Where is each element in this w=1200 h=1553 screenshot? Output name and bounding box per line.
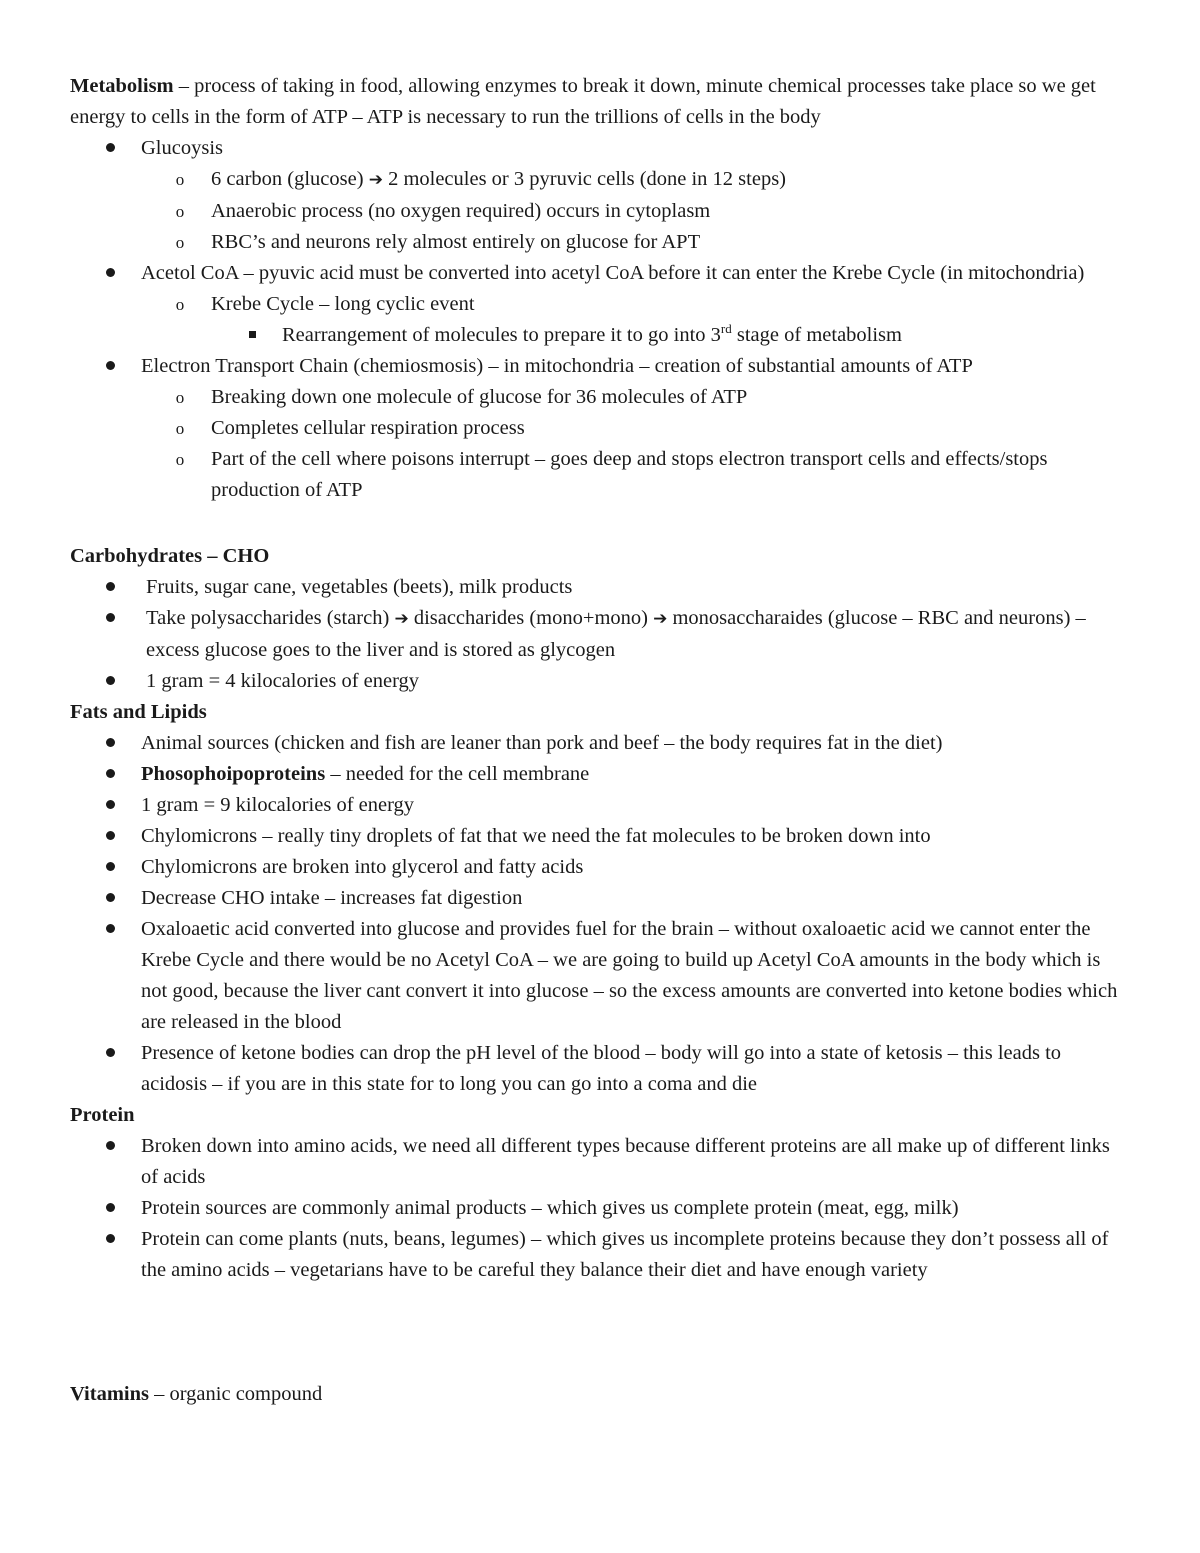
vitamins-heading: Vitamins <box>70 1383 149 1405</box>
list-item: Acetol CoA – pyuvic acid must be converted into acetyl CoA before it can enter the Krebe Cycle (in mitochondria) <box>70 258 1130 289</box>
circle-bullet-icon: o <box>175 170 185 189</box>
list-item: o Anaerobic process (no oxygen required) occurs in cytoplasm <box>70 196 1130 227</box>
list-item: Oxaloaetic acid converted into glucose and provides fuel for the brain – without oxaloaetic acid we cannot enter the Krebe Cycle and there would be no Acetyl CoA – we are going to build up Acetyl CoA amounts in the body which is not good, because the liver cant convert it into glucose – so the excess amounts are converted into ketone bodies which are released in the blood <box>70 914 1130 1038</box>
bullet-icon <box>100 790 120 821</box>
circle-bullet-icon: o <box>175 419 185 438</box>
bullet-icon <box>100 351 120 382</box>
bullet-icon <box>100 821 120 852</box>
list-item: Broken down into amino acids, we need all different types because different proteins are all make up of different links of acids <box>70 1131 1130 1193</box>
list-item: Protein can come plants (nuts, beans, legumes) – which gives us incomplete proteins because they don’t possess all of the amino acids – vegetarians have to be careful they balance their diet and have enough variety <box>70 1224 1130 1286</box>
list-item: o RBC’s and neurons rely almost entirely on glucose for APT <box>70 227 1130 258</box>
arrow-right-icon: ➔ <box>653 609 668 629</box>
bullet-icon <box>100 133 120 164</box>
list-item: Phosophoipoproteins – needed for the cell membrane <box>70 759 1130 790</box>
bullet-icon <box>100 1131 120 1162</box>
list-item: Protein sources are commonly animal products – which gives us complete protein (meat, egg, milk) <box>70 1193 1130 1224</box>
document-page <box>70 71 1130 1410</box>
list-item: 1 gram = 9 kilocalories of energy <box>70 790 1130 821</box>
list-item: Presence of ketone bodies can drop the pH level of the blood – body will go into a state of ketosis – this leads to acidosis – if you are in this state for to long you can go into a coma and die <box>70 1038 1130 1100</box>
list-item: o Completes cellular respiration process <box>70 413 1130 444</box>
bullet-icon <box>100 603 120 634</box>
bullet-icon <box>100 852 120 883</box>
list-item: o Krebe Cycle – long cyclic event <box>70 289 1130 320</box>
metabolism-intro: – process of taking in food, allowing enzymes to break it down, minute chemical processes take place so we get energy to cells in the form of ATP – ATP is necessary to run the trillions of cells in the body <box>70 75 1096 128</box>
arrow-right-icon: ➔ <box>394 609 409 629</box>
circle-bullet-icon: o <box>175 233 185 252</box>
list-item: o Breaking down one molecule of glucose for 36 molecules of ATP <box>70 382 1130 413</box>
list-item: Take polysaccharides (starch) ➔ disaccharides (mono+mono) ➔ monosaccharaides (glucose – RBC and neurons) – excess glucose goes to the liver and is stored as glycogen <box>70 603 1130 666</box>
bullet-icon <box>100 914 120 945</box>
list-item: Rearrangement of molecules to prepare it to go into 3rd stage of metabolism <box>70 320 1130 351</box>
list-item: Chylomicrons – really tiny droplets of fat that we need the fat molecules to be broken down into <box>70 821 1130 852</box>
bullet-icon <box>100 1038 120 1069</box>
list-item: o 6 carbon (glucose) ➔ 2 molecules or 3 pyruvic cells (done in 12 steps) <box>70 164 1130 196</box>
circle-bullet-icon: o <box>175 388 185 407</box>
bullet-icon <box>100 666 120 697</box>
list-item: Fruits, sugar cane, vegetables (beets), milk products <box>70 572 1130 603</box>
fats-heading: Fats and Lipids <box>70 701 207 723</box>
list-item: Decrease CHO intake – increases fat digestion <box>70 883 1130 914</box>
list-item: Animal sources (chicken and fish are leaner than pork and beef – the body requires fat in the diet) <box>70 728 1130 759</box>
vitamins-paragraph: Vitamins – organic compound <box>70 1383 323 1405</box>
bullet-icon <box>100 1224 120 1255</box>
list-item: Glucoysis <box>70 133 1130 164</box>
circle-bullet-icon: o <box>175 202 185 221</box>
protein-heading: Protein <box>70 1104 135 1126</box>
bullet-icon <box>100 1193 120 1224</box>
circle-bullet-icon: o <box>175 450 185 469</box>
bullet-icon <box>100 572 120 603</box>
carbohydrates-heading: Carbohydrates – CHO <box>70 545 270 567</box>
bullet-icon <box>100 728 120 759</box>
list-item: Electron Transport Chain (chemiosmosis) – in mitochondria – creation of substantial amounts of ATP <box>70 351 1130 382</box>
bullet-icon <box>100 258 120 289</box>
circle-bullet-icon: o <box>175 295 185 314</box>
list-item: o Part of the cell where poisons interrupt – goes deep and stops electron transport cells and effects/stops production of ATP <box>70 444 1130 506</box>
arrow-right-icon: ➔ <box>368 170 383 190</box>
bullet-icon <box>100 883 120 914</box>
bullet-icon <box>100 759 120 790</box>
list-item: Chylomicrons are broken into glycerol and fatty acids <box>70 852 1130 883</box>
square-bullet-icon <box>242 320 262 351</box>
metabolism-paragraph <box>70 71 1130 133</box>
metabolism-heading: Metabolism <box>70 75 174 97</box>
list-item: 1 gram = 4 kilocalories of energy <box>70 666 1130 697</box>
